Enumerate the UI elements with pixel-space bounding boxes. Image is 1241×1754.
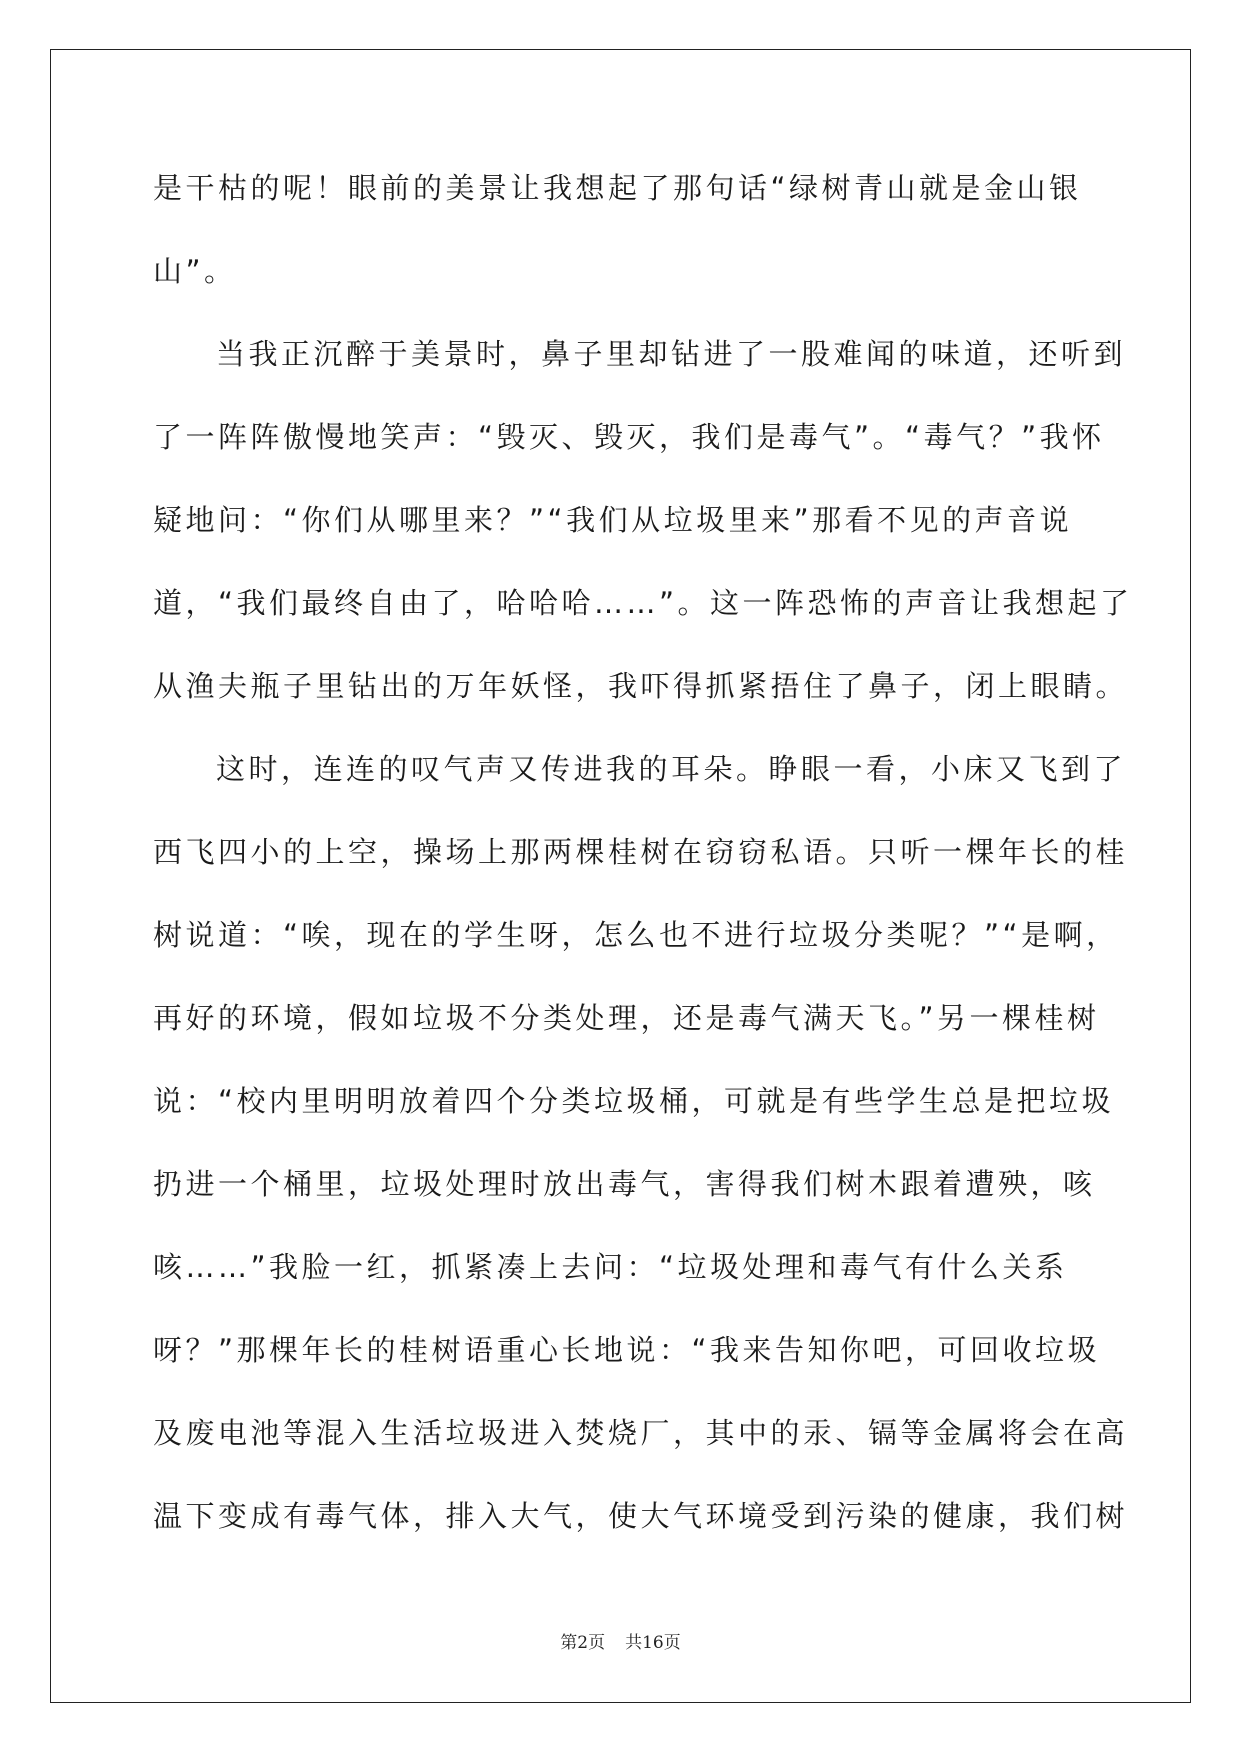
paragraph-start-line-8: 这时，连连的叹气声又传进我的耳朵。睁眼一看，小床又飞到了	[216, 752, 1127, 786]
text-line-16: 及废电池等混入生活垃圾进入焚烧厂，其中的汞、镉等金属将会在高	[153, 1416, 1129, 1450]
text-line-13: 扔进一个桶里，垃圾处理时放出毒气，害得我们树木跟着遭殃，咳	[153, 1167, 1096, 1201]
page-number: 第2页	[560, 1633, 606, 1653]
paragraph-start-line-3: 当我正沉醉于美景时，鼻子里却钻进了一股难闻的味道，还听到	[216, 337, 1127, 371]
text-line-17: 温下变成有毒气体，排入大气，使大气环境受到污染的健康，我们树	[153, 1499, 1129, 1533]
text-line-5: 疑地问：“你们从哪里来？”“我们从垃圾里来”那看不见的声音说	[153, 503, 1073, 537]
text-line-14: 咳……”我脸一红，抓紧凑上去问：“垃圾处理和毒气有什么关系	[153, 1250, 1068, 1284]
text-line-15: 呀？”那棵年长的桂树语重心长地说：“我来告知你吧，可回收垃圾	[153, 1333, 1101, 1367]
text-line-9: 西飞四小的上空，操场上那两棵桂树在窃窃私语。只听一棵年长的桂	[153, 835, 1129, 869]
text-line-2: 山”。	[153, 254, 237, 288]
text-line-7: 从渔夫瓶子里钻出的万年妖怪，我吓得抓紧捂住了鼻子，闭上眼睛。	[153, 669, 1129, 703]
page-border	[50, 49, 1191, 1703]
text-line-10: 树说道：“唉，现在的学生呀，怎么也不进行垃圾分类呢？”“是啊，	[153, 918, 1119, 952]
page-footer	[0, 1631, 1241, 1655]
text-line-1: 是干枯的呢！眼前的美景让我想起了那句话“绿树青山就是金山银	[153, 171, 1082, 205]
text-line-6: 道，“我们最终自由了，哈哈哈……”。这一阵恐怖的声音让我想起了	[153, 586, 1133, 620]
text-line-11: 再好的环境，假如垃圾不分类处理，还是毒气满天飞。”另一棵桂树	[153, 1001, 1100, 1035]
text-line-12: 说：“校内里明明放着四个分类垃圾桶，可就是有些学生总是把垃圾	[153, 1084, 1115, 1118]
text-line-4: 了一阵阵傲慢地笑声：“毁灭、毁灭，我们是毒气”。“毒气？”我怀	[153, 420, 1105, 454]
page-total: 共16页	[625, 1633, 681, 1653]
